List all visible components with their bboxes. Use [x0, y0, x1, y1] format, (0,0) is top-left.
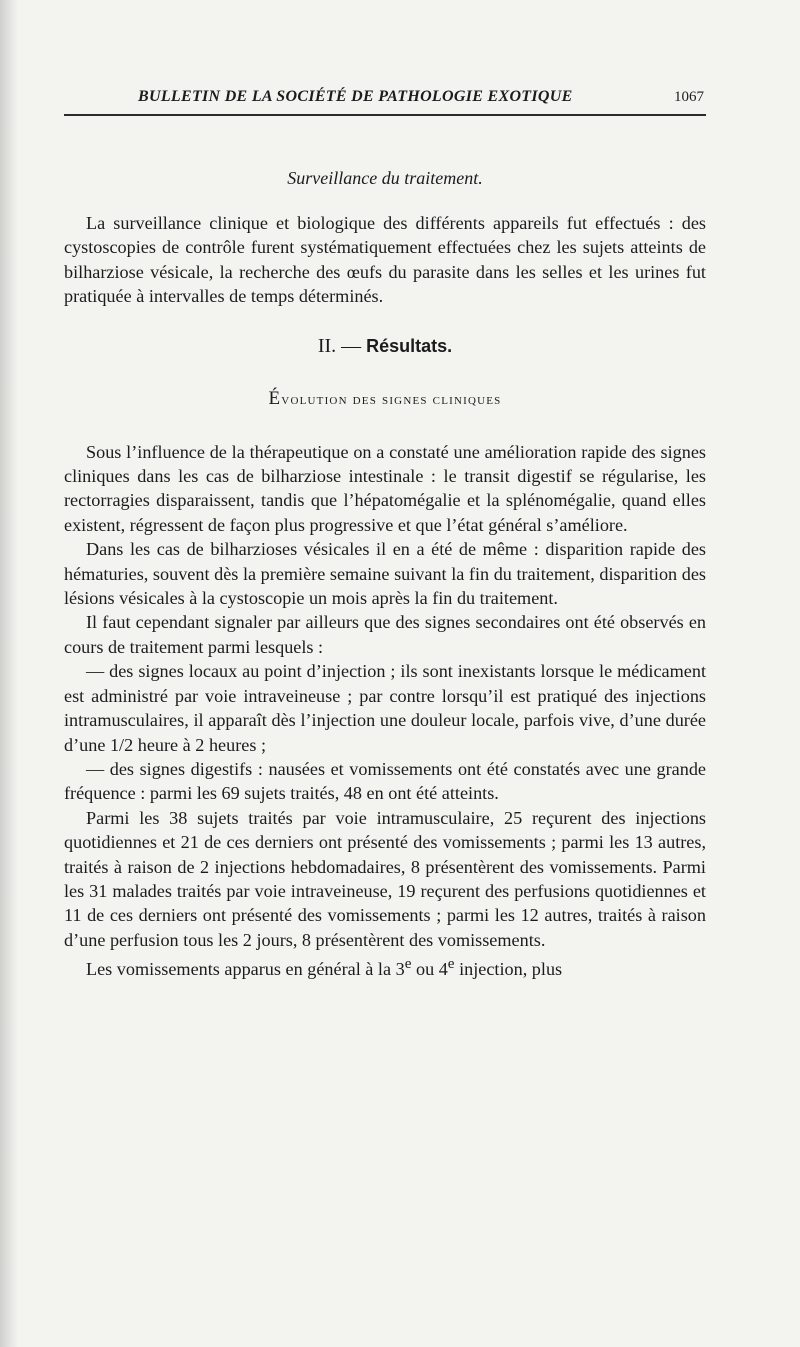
- running-header: [64, 88, 706, 116]
- superscript-e-2: e: [447, 955, 455, 973]
- paragraph-secondary-signs: Il faut cependant signaler par ailleurs que des signes secondaires ont été observés en cours de traitement parmi lesquels :: [64, 612, 706, 657]
- surveillance-paragraph: La surveillance clinique et biologique des différents appareils fut effectués : des cystoscopies de contrôle furent systématiquement effectuées chez les sujets atteints de bilharziose vésicale, la recherche des œufs du parasite dans les selles et les urines fut pratiquée à intervalles de temps déterminés.: [64, 213, 706, 307]
- subsection-initial: É: [268, 387, 282, 409]
- part-heading: [64, 335, 706, 358]
- subsection-title: volution des signes cliniques: [281, 391, 502, 408]
- vomiting-text-b: ou 4: [411, 959, 448, 980]
- part-title: Résultats.: [366, 335, 453, 356]
- page-binding-shadow: [0, 0, 18, 1347]
- paragraph-local-signs: — des signes locaux au point d’injection ; ils sont inexistants lorsque le médicament est administré par voie intraveineuse ; par contre lorsqu’il est pratiqué des injections intramusculaires, il apparaît dès l’injection une douleur locale, parfois vive, d’une durée d’une 1/2 heure à 2 heures ;: [64, 661, 706, 755]
- superscript-e-1: e: [404, 955, 412, 973]
- vomiting-text-c: injection, plus: [454, 959, 563, 980]
- paragraph-vomiting: [64, 952, 706, 981]
- vomiting-text-a: Les vomissements apparus en général à la 3: [86, 959, 405, 980]
- document-page: [64, 88, 706, 982]
- subsection-heading: [64, 388, 706, 410]
- page-number: 1067: [674, 89, 704, 105]
- section-title: Surveillance du traitement.: [287, 168, 483, 188]
- paragraph-statistics: Parmi les 38 sujets traités par voie intramusculaire, 25 reçurent des injections quotidiennes et 21 de ces derniers ont présenté des vomissements ; parmi les 13 autres, traités à raison de 2 injections hebdomadaires, 8 présentèrent des vomissements. Parmi les 31 malades traités par voie intraveineuse, 19 reçurent des perfusions quotidiennes et 11 de ces derniers ont présenté des vomissements ; parmi les 12 autres, traités à raison d’une perfusion tous les 2 jours, 8 présentèrent des vomissements.: [64, 807, 706, 950]
- paragraph-vesical: Dans les cas de bilharzioses vésicales il en a été de même : disparition rapide des hématuries, souvent dès la première semaine suivant la fin du traitement, disparition des lésions vésicales à la cystoscopie un mois après la fin du traitement.: [64, 539, 706, 609]
- paragraph-digestive-signs: — des signes digestifs : nausées et vomissements ont été constatés avec une grande fréquence : parmi les 69 sujets traités, 48 en ont été atteints.: [64, 758, 706, 804]
- part-number: II. —: [317, 334, 367, 357]
- paragraph-improvement: Sous l’influence de la thérapeutique on a constaté une amélioration rapide des signes cliniques dans les cas de bilharziose intestinale : le transit digestif se régularise, les rectorragies disparaissent, tandis que l’hépatomégalie et la splénomégalie, quand elles existent, régressent de façon plus progressive et que l’état général s’améliore.: [64, 441, 706, 535]
- journal-title: BULLETIN DE LA SOCIÉTÉ DE PATHOLOGIE EXOTIQUE: [138, 88, 573, 105]
